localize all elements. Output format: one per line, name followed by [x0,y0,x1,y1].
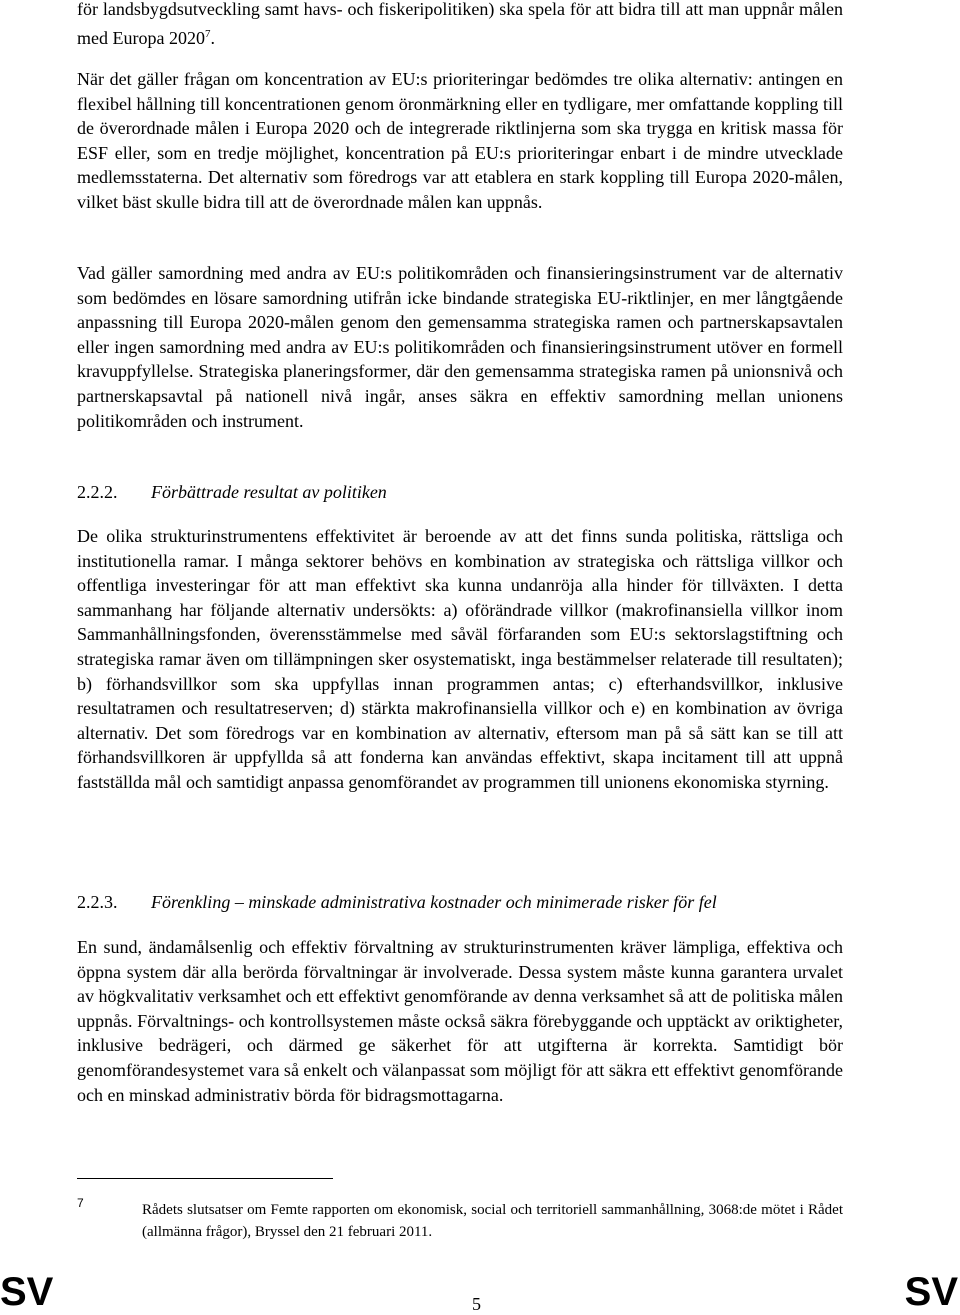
language-code-left: SV [0,1270,54,1314]
paragraph-intro-continuation [77,0,843,50]
footnote-text: Rådets slutsatser om Femte rapporten om ekonomisk, social och territoriell sammanhållning, 3068:de mötet i Rådet (allmänna frågor), Bryssel den 21 februari 2011. [142,1202,843,1240]
section-heading-2-2-2 [77,480,877,504]
paragraph-concentration: När det gäller frågan om koncentration av EU:s prioriteringar bedömdes tre olika alternativ: antingen en flexibel hållning till koncentrationen genom öronmärkning eller en tydligare, mer omfattande koppling till de överordnade målen i Europa 2020 och de integrerade riktlinjerna som ska trygga en kritisk massa för ESF eller, som en tredje möjlighet, koncentration på EU:s prioriteringar enbart i de mindre utvecklade medlemsstaterna. Det alternativ som föredrogs var att etablera en stark koppling till Europa 2020-målen, vilket bäst skulle bidra till att de överordnade målen kan uppnås. [77,69,843,212]
section-title: Förbättrade resultat av politiken [151,482,387,502]
paragraph-intro-text: för landsbygdsutveckling samt havs- och fiskeripolitiken) ska spela för att bidra till att man uppnår målen med Europa 2020 [77,0,843,48]
footnote-mark: 7 [77,1196,84,1210]
section-title: Förenkling – minskade administrativa kostnader och minimerade risker för fel [151,892,717,912]
paragraph-intro-end: . [210,27,215,48]
language-code-right: SV [904,1270,958,1314]
page-number: 5 [472,1294,481,1314]
section-number: 2.2.2. [77,482,118,502]
section-heading-2-2-3 [77,890,877,914]
footnote-separator [77,1178,333,1179]
paragraph-coordination: Vad gäller samordning med andra av EU:s politikområden och finansieringsinstrument var de alternativ som bedömdes en lösare samordning utifrån icke bindande strategiska EU-riktlinjer, en mer långtgående anpassning till Europa 2020-målen genom den gemensamma strategiska ramen och partnerskapsavtalen eller ingen samordning med andra av EU:s politikområden och finansieringsinstrument utöver en formell kravuppfyllelse. Strategiska planeringsformer, där den gemensamma strategiska ramen på unionsnivå och partnerskapsavtal på nationell nivå ingår, anses säkra en effektiv samordning mellan unionens politikområden och instrument. [77,263,843,431]
paragraph-simplification: En sund, ändamålsenlig och effektiv förvaltning av strukturinstrumenten kräver lämpliga, effektiva och öppna system där alla berörda förvaltningar är involverade. Dessa system måste kunna garantera urvalet av högkvalitativ verksamhet och ett effektivt genomförande av denna verksamhet så att de politiska målen uppnås. Förvaltnings- och kontrollsystemen måste också säkra förebyggande och upptäckt av oriktigheter, inklusive bedrägeri, och därmed ge säkerhet för att utgifterna är korrekta. Samtidigt bör genomförandesystemet vara så enkelt och välanpassat som möjligt för att säkra ett effektivt genomförande och en minskad administrativ börda för bidragsmottagarna. [77,937,843,1105]
section-number: 2.2.3. [77,892,118,912]
paragraph-improved-results: De olika strukturinstrumentens effektivitet är beroende av att det finns sunda politiska, rättsliga och institutionella ramar. I många sektorer behövs en kombination av strategiska och rättsliga villkor och offentliga investeringar för att man effektivt ska kunna undanröja alla hinder för tillväxten. I detta sammanhang har följande alternativ undersökts: a) oförändrade villkor (makrofinansiella villkor inom Sammanhållningsfonden, överensstämmelse med såväl förfaranden som EU:s sektorslagstiftning och strategiska ramar även om tillämpningen sker osystematiskt, inga bestämmelser relaterade till resultaten); b) förhandsvillkor som ska uppfyllas innan programmen antas; c) efterhandsvillkor, inklusive resultatramen och resultatreserven; d) stärkta makrofinansiella villkor och e) en kombination av övriga alternativ. Det som föredrogs var en kombination av alternativ, eftersom man på så sätt kan se till att förhandsvillkoren är uppfyllda så att fonderna kan användas effektivt, skapa incitament till att uppnå fastställda mål och samtidigt anpassa genomförandet av programmen till unionens ekonomiska styrning. [77,526,843,792]
footnote-reference[interactable]: 7 [204,27,211,40]
